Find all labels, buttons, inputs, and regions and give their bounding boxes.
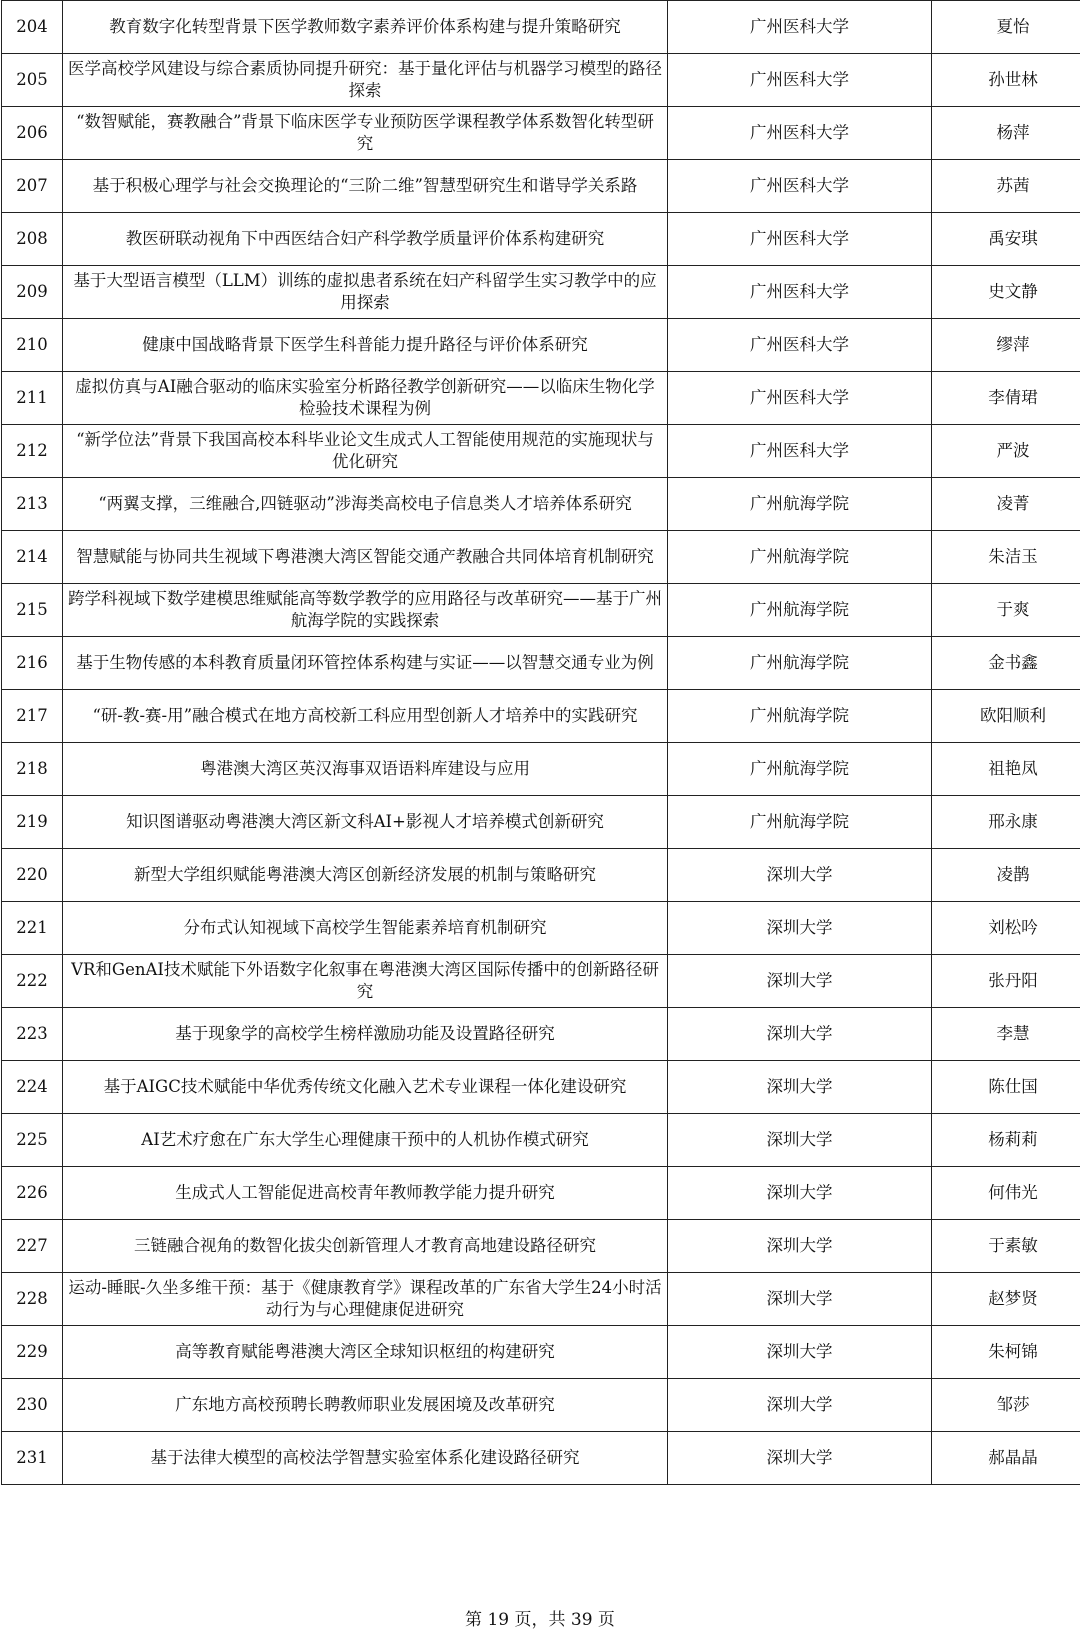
school-cell [668, 743, 932, 796]
project-leader-text: 邹莎 [996, 1395, 1030, 1414]
project-leader-text: 张丹阳 [988, 971, 1038, 990]
table-row [2, 796, 1080, 849]
school-text: 广州医科大学 [750, 70, 849, 89]
school-cell [668, 584, 932, 637]
row-number-cell [2, 1326, 63, 1379]
project-leader-text: 史文静 [988, 282, 1038, 301]
project-title-cell [63, 213, 668, 266]
table-row [2, 54, 1080, 107]
project-leader-text: 何伟光 [988, 1183, 1038, 1202]
project-title-cell [63, 690, 668, 743]
row-number-cell [2, 584, 63, 637]
project-leader-text: 祖艳凤 [988, 759, 1038, 778]
project-leader-cell [932, 1114, 1080, 1167]
row-number-cell [2, 213, 63, 266]
project-leader-text: 夏怡 [996, 17, 1030, 36]
table-row [2, 849, 1080, 902]
table-row [2, 637, 1080, 690]
table-row [2, 955, 1080, 1008]
project-title-text: 基于生物传感的本科教育质量闭环管控体系构建与实证——以智慧交通专业为例 [76, 653, 654, 672]
project-leader-text: 缪萍 [996, 335, 1030, 354]
row-number-cell [2, 1114, 63, 1167]
project-title-cell [63, 319, 668, 372]
school-text: 深圳大学 [766, 1183, 833, 1202]
school-text: 广州医科大学 [750, 123, 849, 142]
row-number-text: 206 [16, 123, 48, 142]
school-cell [668, 849, 932, 902]
row-number-text: 218 [16, 759, 48, 778]
project-title-text: 广东地方高校预聘长聘教师职业发展困境及改革研究 [175, 1395, 555, 1414]
school-cell [668, 1273, 932, 1326]
row-number-text: 225 [16, 1130, 48, 1149]
school-text: 深圳大学 [766, 1024, 833, 1043]
project-title-cell [63, 107, 668, 160]
project-title-text: 教育数字化转型背景下医学教师数字素养评价体系构建与提升策略研究 [109, 17, 621, 36]
school-text: 深圳大学 [766, 1236, 833, 1255]
table-row [2, 1273, 1080, 1326]
school-cell [668, 160, 932, 213]
school-text: 广州航海学院 [750, 759, 849, 778]
project-leader-cell [932, 796, 1080, 849]
table-row [2, 1167, 1080, 1220]
school-text: 广州医科大学 [750, 229, 849, 248]
project-title-cell [63, 531, 668, 584]
project-title-text: “两翼支撑，三维融合,四链驱动”涉海类高校电子信息类人才培养体系研究 [98, 494, 632, 513]
project-leader-cell [932, 1326, 1080, 1379]
project-title-text: 三链融合视角的数智化拔尖创新管理人才教育高地建设路径研究 [134, 1236, 596, 1255]
school-text: 广州医科大学 [750, 17, 849, 36]
row-number-text: 226 [16, 1183, 48, 1202]
row-number-cell [2, 743, 63, 796]
school-cell [668, 107, 932, 160]
project-leader-cell [932, 1432, 1080, 1485]
row-number-cell [2, 160, 63, 213]
row-number-cell [2, 1379, 63, 1432]
table-row [2, 213, 1080, 266]
project-title-text: 基于AIGC技术赋能中华优秀传统文化融入艺术专业课程一体化建设研究 [103, 1077, 627, 1096]
project-leader-text: 于爽 [996, 600, 1030, 619]
row-number-text: 215 [16, 600, 48, 619]
project-title-cell [63, 54, 668, 107]
project-title-text: “研-教-赛-用”融合模式在地方高校新工科应用型创新人才培养中的实践研究 [92, 706, 638, 725]
project-leader-text: 邢永康 [988, 812, 1038, 831]
row-number-cell [2, 796, 63, 849]
project-title-text: 基于法律大模型的高校法学智慧实验室体系化建设路径研究 [150, 1448, 580, 1467]
row-number-cell [2, 1432, 63, 1485]
school-cell [668, 319, 932, 372]
project-title-text: 教医研联动视角下中西医结合妇产科学教学质量评价体系构建研究 [125, 229, 605, 248]
project-leader-cell [932, 743, 1080, 796]
row-number-text: 208 [16, 229, 48, 248]
school-cell [668, 796, 932, 849]
project-title-text: 新型大学组织赋能粤港澳大湾区创新经济发展的机制与策略研究 [134, 865, 596, 884]
project-leader-cell [932, 531, 1080, 584]
table-row [2, 743, 1080, 796]
row-number-text: 224 [16, 1077, 48, 1096]
project-leader-cell [932, 213, 1080, 266]
table-row [2, 1220, 1080, 1273]
row-number-cell [2, 637, 63, 690]
school-text: 深圳大学 [766, 971, 833, 990]
row-number-text: 212 [16, 441, 48, 460]
school-cell [668, 637, 932, 690]
project-leader-text: 禹安琪 [988, 229, 1038, 248]
table-row [2, 531, 1080, 584]
table-row [2, 902, 1080, 955]
project-title-text: 粤港澳大湾区英汉海事双语语料库建设与应用 [200, 759, 530, 778]
row-number-cell [2, 1, 63, 54]
project-title-cell [63, 1220, 668, 1273]
row-number-text: 204 [16, 17, 48, 36]
project-title-text: VR和GenAI技术赋能下外语数字化叙事在粤港澳大湾区国际传播中的创新路径研究 [71, 960, 659, 1001]
school-cell [668, 425, 932, 478]
table-row [2, 319, 1080, 372]
school-cell [668, 1008, 932, 1061]
row-number-cell [2, 1008, 63, 1061]
school-cell [668, 54, 932, 107]
row-number-cell [2, 372, 63, 425]
project-title-cell [63, 849, 668, 902]
project-table-body [2, 1, 1080, 1485]
row-number-cell [2, 849, 63, 902]
project-leader-text: 孙世林 [988, 70, 1038, 89]
row-number-text: 210 [16, 335, 48, 354]
project-title-cell [63, 1167, 668, 1220]
project-title-cell [63, 902, 668, 955]
table-row [2, 1379, 1080, 1432]
school-text: 深圳大学 [766, 1289, 833, 1308]
school-cell [668, 531, 932, 584]
project-leader-cell [932, 54, 1080, 107]
project-title-text: 基于现象学的高校学生榜样激励功能及设置路径研究 [175, 1024, 555, 1043]
school-text: 广州医科大学 [750, 388, 849, 407]
row-number-text: 227 [16, 1236, 48, 1255]
row-number-text: 231 [16, 1448, 48, 1467]
row-number-cell [2, 1061, 63, 1114]
row-number-cell [2, 531, 63, 584]
row-number-cell [2, 266, 63, 319]
project-leader-text: 陈仕国 [988, 1077, 1038, 1096]
row-number-cell [2, 319, 63, 372]
project-title-text: 虚拟仿真与AI融合驱动的临床实验室分析路径教学创新研究——以临床生物化学检验技术课程为例 [75, 377, 655, 418]
project-leader-text: 凌鹊 [996, 865, 1030, 884]
row-number-cell [2, 478, 63, 531]
project-title-cell [63, 1, 668, 54]
row-number-cell [2, 902, 63, 955]
school-cell [668, 1220, 932, 1273]
project-title-text: “数智赋能，赛教融合”背景下临床医学专业预防医学课程教学体系数智化转型研究 [76, 112, 654, 153]
project-leader-cell [932, 1061, 1080, 1114]
row-number-text: 209 [16, 282, 48, 301]
project-title-text: 基于大型语言模型（LLM）训练的虚拟患者系统在妇产科留学生实习教学中的应用探索 [73, 271, 657, 312]
row-number-cell [2, 955, 63, 1008]
school-cell [668, 1167, 932, 1220]
row-number-text: 217 [16, 706, 48, 725]
row-number-text: 207 [16, 176, 48, 195]
project-title-text: 基于积极心理学与社会交换理论的“三阶二维”智慧型研究生和谐导学关系路 [92, 176, 638, 195]
project-title-cell [63, 743, 668, 796]
project-title-text: 生成式人工智能促进高校青年教师教学能力提升研究 [175, 1183, 555, 1202]
school-text: 深圳大学 [766, 1342, 833, 1361]
school-cell [668, 902, 932, 955]
project-title-text: 分布式认知视域下高校学生智能素养培育机制研究 [183, 918, 547, 937]
project-title-text: “新学位法”背景下我国高校本科毕业论文生成式人工智能使用规范的实施现状与优化研究 [76, 430, 654, 471]
table-row [2, 1, 1080, 54]
row-number-cell [2, 690, 63, 743]
project-leader-text: 杨莉莉 [988, 1130, 1038, 1149]
project-leader-text: 郝晶晶 [988, 1448, 1038, 1467]
school-text: 深圳大学 [766, 918, 833, 937]
project-title-text: AI艺术疗愈在广东大学生心理健康干预中的人机协作模式研究 [141, 1130, 589, 1149]
project-leader-text: 苏茜 [996, 176, 1030, 195]
project-title-text: 智慧赋能与协同共生视域下粤港澳大湾区智能交通产教融合共同体培育机制研究 [76, 547, 654, 566]
project-leader-text: 李倩珺 [988, 388, 1038, 407]
row-number-text: 228 [16, 1289, 48, 1308]
project-table [1, 0, 1080, 1485]
row-number-text: 221 [16, 918, 48, 937]
project-title-text: 跨学科视域下数学建模思维赋能高等数学教学的应用路径与改革研究——基于广州航海学院的实践探索 [68, 589, 662, 630]
table-row [2, 1061, 1080, 1114]
school-text: 广州航海学院 [750, 653, 849, 672]
project-leader-text: 严波 [996, 441, 1030, 460]
project-title-text: 高等教育赋能粤港澳大湾区全球知识枢纽的构建研究 [175, 1342, 555, 1361]
project-title-cell [63, 1008, 668, 1061]
project-title-text: 医学高校学风建设与综合素质协同提升研究：基于量化评估与机器学习模型的路径探索 [68, 59, 662, 100]
school-text: 广州医科大学 [750, 282, 849, 301]
project-title-cell [63, 1432, 668, 1485]
project-title-cell [63, 955, 668, 1008]
school-cell [668, 213, 932, 266]
project-leader-text: 刘松吟 [988, 918, 1038, 937]
project-title-cell [63, 1114, 668, 1167]
project-leader-cell [932, 1008, 1080, 1061]
project-leader-cell [932, 1220, 1080, 1273]
school-text: 广州航海学院 [750, 547, 849, 566]
project-leader-cell [932, 372, 1080, 425]
project-title-cell [63, 266, 668, 319]
row-number-text: 222 [16, 971, 48, 990]
school-cell [668, 266, 932, 319]
table-row [2, 478, 1080, 531]
project-leader-text: 于素敏 [988, 1236, 1038, 1255]
row-number-text: 213 [16, 494, 48, 513]
school-text: 深圳大学 [766, 1077, 833, 1096]
table-row [2, 425, 1080, 478]
project-leader-text: 欧阳顺利 [980, 706, 1046, 725]
school-text: 广州医科大学 [750, 441, 849, 460]
project-leader-text: 赵梦贤 [988, 1289, 1038, 1308]
table-row [2, 584, 1080, 637]
project-title-cell [63, 637, 668, 690]
row-number-text: 211 [16, 388, 48, 407]
row-number-text: 223 [16, 1024, 48, 1043]
project-title-cell [63, 1326, 668, 1379]
row-number-text: 229 [16, 1342, 48, 1361]
project-title-text: 运动-睡眠-久坐多维干预：基于《健康教育学》课程改革的广东省大学生24小时活动行为与心理健康促进研究 [68, 1278, 662, 1319]
project-leader-cell [932, 849, 1080, 902]
row-number-text: 230 [16, 1395, 48, 1414]
project-leader-cell [932, 637, 1080, 690]
school-text: 深圳大学 [766, 865, 833, 884]
page-number: 第 19 页，共 39 页 [465, 1610, 615, 1630]
school-cell [668, 955, 932, 1008]
row-number-text: 216 [16, 653, 48, 672]
row-number-cell [2, 107, 63, 160]
table-row [2, 266, 1080, 319]
row-number-cell [2, 1167, 63, 1220]
school-cell [668, 1114, 932, 1167]
project-title-text: 知识图谱驱动粤港澳大湾区新文科AI+影视人才培养模式创新研究 [126, 812, 604, 831]
project-leader-text: 杨萍 [996, 123, 1030, 142]
project-leader-cell [932, 955, 1080, 1008]
project-leader-cell [932, 690, 1080, 743]
school-text: 广州医科大学 [750, 176, 849, 195]
row-number-cell [2, 425, 63, 478]
project-leader-cell [932, 160, 1080, 213]
school-text: 广州医科大学 [750, 335, 849, 354]
project-leader-cell [932, 478, 1080, 531]
table-row [2, 160, 1080, 213]
project-title-text: 健康中国战略背景下医学生科普能力提升路径与评价体系研究 [142, 335, 588, 354]
school-text: 深圳大学 [766, 1130, 833, 1149]
school-text: 广州航海学院 [750, 706, 849, 725]
table-row [2, 372, 1080, 425]
project-leader-cell [932, 266, 1080, 319]
project-leader-text: 朱柯锦 [988, 1342, 1038, 1361]
project-leader-text: 凌菁 [996, 494, 1030, 513]
project-title-cell [63, 1061, 668, 1114]
project-title-cell [63, 1379, 668, 1432]
project-title-cell [63, 425, 668, 478]
school-cell [668, 372, 932, 425]
table-row [2, 1432, 1080, 1485]
row-number-cell [2, 1220, 63, 1273]
school-cell [668, 1326, 932, 1379]
project-leader-cell [932, 1, 1080, 54]
project-leader-cell [932, 425, 1080, 478]
row-number-cell [2, 1273, 63, 1326]
school-cell [668, 478, 932, 531]
school-text: 深圳大学 [766, 1395, 833, 1414]
project-leader-cell [932, 1167, 1080, 1220]
row-number-text: 214 [16, 547, 48, 566]
table-row [2, 1008, 1080, 1061]
school-cell [668, 1061, 932, 1114]
project-leader-text: 李慧 [996, 1024, 1030, 1043]
school-text: 广州航海学院 [750, 600, 849, 619]
table-row [2, 107, 1080, 160]
school-text: 广州航海学院 [750, 494, 849, 513]
project-title-cell [63, 372, 668, 425]
project-leader-cell [932, 1379, 1080, 1432]
project-title-cell [63, 478, 668, 531]
project-title-cell [63, 160, 668, 213]
row-number-text: 205 [16, 70, 48, 89]
school-cell [668, 1432, 932, 1485]
table-row [2, 690, 1080, 743]
row-number-text: 219 [16, 812, 48, 831]
school-cell [668, 1379, 932, 1432]
project-leader-cell [932, 107, 1080, 160]
row-number-text: 220 [16, 865, 48, 884]
row-number-cell [2, 54, 63, 107]
project-leader-text: 朱洁玉 [988, 547, 1038, 566]
project-title-cell [63, 1273, 668, 1326]
project-title-cell [63, 796, 668, 849]
project-leader-cell [932, 902, 1080, 955]
school-text: 广州航海学院 [750, 812, 849, 831]
table-row [2, 1326, 1080, 1379]
school-cell [668, 1, 932, 54]
project-leader-text: 金书鑫 [988, 653, 1038, 672]
project-leader-cell [932, 1273, 1080, 1326]
project-leader-cell [932, 584, 1080, 637]
table-row [2, 1114, 1080, 1167]
project-leader-cell [932, 319, 1080, 372]
school-text: 深圳大学 [766, 1448, 833, 1467]
school-cell [668, 690, 932, 743]
project-title-cell [63, 584, 668, 637]
